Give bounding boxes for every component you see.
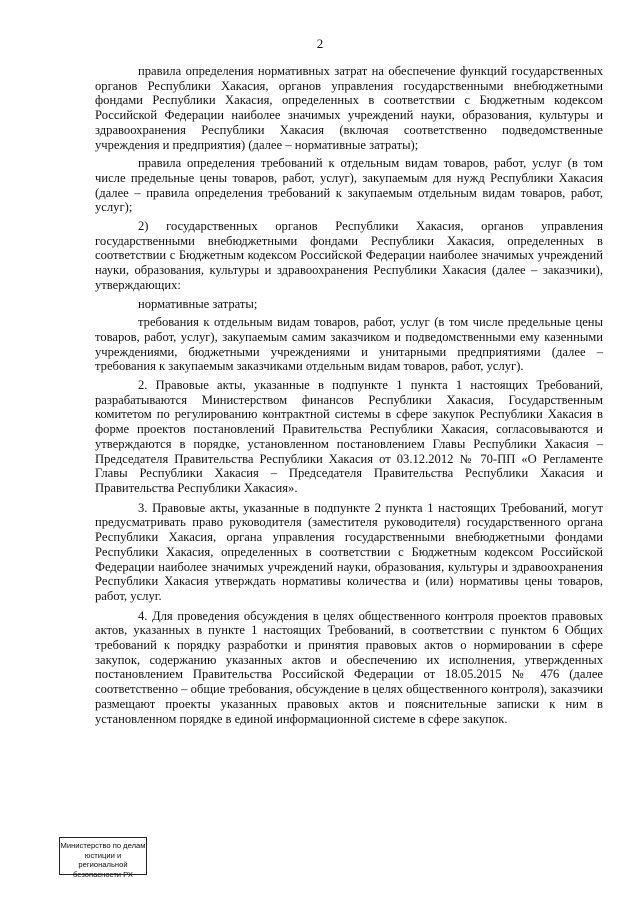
paragraph-rules-requirements: правила определения требований к отдельным видам товаров, работ, услуг (в том числе предельные цены товаров, работ, услуг), закупаемым для нужд Республики Хакасия (далее – правила определения требований к закупаемым отдельным видам товаров, работ, услуг);: [95, 156, 603, 215]
paragraph-item-4: 4. Для проведения обсуждения в целях общественного контроля проектов правовых актов, указанных в пункте 1 настоящих Требований, в соответствии с пунктом 6 Общих требований к порядку разработки и принятия правовых актов о нормировании в сфере закупок, содержанию указанных актов и обеспечению их исполнения, утвержденных постановлением Правительства Российской Федерации от 18.05.2015 № 476 (далее соответственно – общие требования, обсуждение в целях общественного контроля), заказчики размещают проекты указанных правовых актов и пояснительные записки к ним в установленном порядке в единой информационной системе в сфере закупок.: [95, 608, 603, 726]
stamp-line: юстиции и региональной: [78, 850, 128, 869]
paragraph-item-2: 2. Правовые акты, указанные в подпункте 1 пункта 1 настоящих Требований, разрабатываются Министерством финансов Республики Хакасия, Государственным комитетом по регулированию контрактной системы в сфере закупок Республики Хакасия в форме проектов постановлений Правительства Республики Хакасия, согласовываются и утверждаются в порядке, установленном постановлением Главы Республики Хакасия – Председателя Правительства Республики Хакасия от 03.12.2012 № 70-ПП «О Регламенте Главы Республики Хакасия – Председателя Правительства Республики Хакасия и Правительства Республики Хакасия».: [95, 378, 603, 495]
stamp-line: Министерство по делам: [60, 841, 146, 850]
document-body: [95, 64, 603, 730]
page-number: 2: [316, 36, 324, 51]
stamp-line: безопасности РХ: [73, 869, 133, 879]
paragraph-item-3: 3. Правовые акты, указанные в подпункте 2 пункта 1 настоящих Требований, могут предусматривать право руководителя (заместителя руководителя) государственного органа Республики Хакасия, органа управления государственными внебюджетными фондами Республики Хакасия, определенных в соответствии с Бюджетным кодексом Российской Федерации наиболее значимых учреждений науки, образования, культуры и здравоохранения Республики Хакасия утверждать нормативы количества и (или) нормативы цены товаров, работ, услуг.: [95, 500, 603, 603]
registration-stamp: [59, 837, 147, 879]
paragraph-subitem-2-customers: 2) государственных органов Республики Хакасия, органов управления государственными внебюджетными фондами Республики Хакасия, определенных в соответствии с Бюджетным кодексом Российской Федерации наиболее значимых учреждений науки, образования, культуры и здравоохранения Республики Хакасия (далее – заказчики), утверждающих:: [95, 219, 603, 292]
paragraph-rules-normative-costs: правила определения нормативных затрат на обеспечение функций государственных органов Республики Хакасия, органов управления государственными внебюджетными фондами Республики Хакасия, определенных в соответствии с Бюджетным кодексом Российской Федерации наиболее значимых учреждений науки, образования, культуры и здравоохранения Республики Хакасия (включая соответственно подведомственные учреждения и предприятия) (далее – нормативные затраты);: [95, 64, 603, 152]
paragraph-requirements-goods: требования к отдельным видам товаров, работ, услуг (в том числе предельные цены товаров, работ, услуг), закупаемым самим заказчиком и подведомственными ему казенными учреждениями, бюджетными учреждениями и унитарными предприятиями (далее – требования к закупаемым заказчиками отдельным видам товаров, работ, услуг).: [95, 315, 603, 374]
paragraph-normative-costs: нормативные затраты;: [138, 296, 258, 311]
